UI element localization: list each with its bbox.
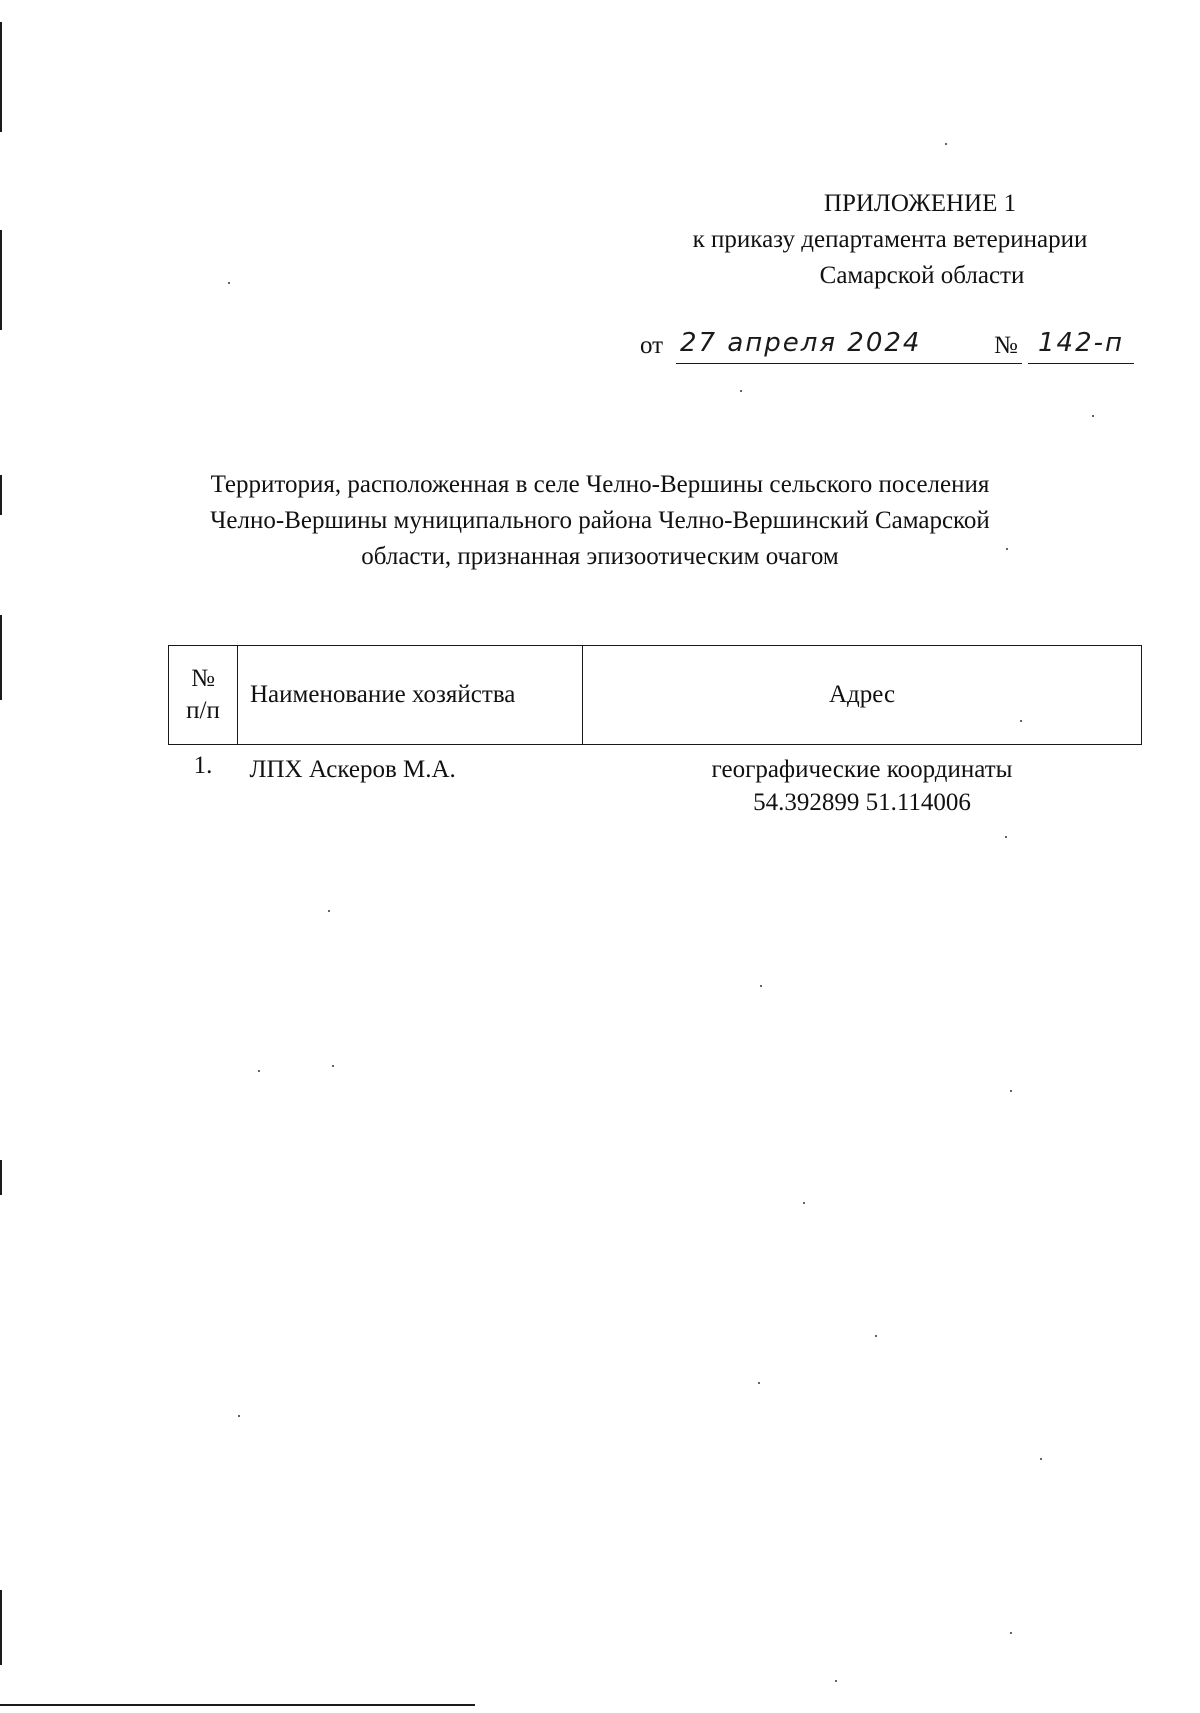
order-number-underline — [1028, 363, 1134, 364]
scan-edge-mark — [0, 475, 2, 515]
row-number: 1. — [193, 752, 213, 779]
title-line-3: области, признанная эпизоотическим очагом — [361, 543, 839, 570]
scan-speck — [332, 1065, 334, 1067]
row-address — [583, 745, 1142, 820]
scan-speck — [945, 143, 947, 145]
scan-edge-mark — [0, 230, 2, 330]
scan-speck — [803, 1202, 805, 1204]
header-number-sign: № — [191, 665, 215, 692]
scan-speck — [740, 390, 742, 392]
document-title — [150, 467, 1050, 575]
scan-edge-mark — [0, 1590, 2, 1665]
table-row — [169, 745, 1142, 820]
scan-speck — [1010, 1632, 1012, 1634]
scan-speck — [328, 910, 330, 912]
scan-speck — [1092, 415, 1094, 417]
scan-speck — [238, 1415, 240, 1417]
appendix-title: ПРИЛОЖЕНИЕ 1 — [823, 190, 1017, 217]
scan-speck — [760, 985, 762, 987]
scan-bottom-line — [0, 1704, 475, 1706]
scan-edge-mark — [0, 22, 2, 132]
row-address-line-2: 54.392899 51.114006 — [753, 789, 971, 816]
scan-edge-mark — [0, 615, 2, 700]
order-reference — [640, 328, 1140, 368]
appendix-header — [640, 186, 1140, 294]
order-date-handwritten: 27 апреля 2024 — [680, 328, 922, 358]
farms-table — [168, 645, 1142, 819]
order-date-underline — [676, 363, 1022, 364]
appendix-region: Самарской области — [819, 262, 1025, 289]
scan-speck — [835, 1680, 837, 1682]
title-line-2: Челно-Вершины муниципального района Челно-Вершинский Самарской — [210, 507, 990, 534]
table-header-row — [169, 646, 1142, 745]
title-line-1: Территория, расположенная в селе Челно-Вершины сельского поселения — [210, 471, 990, 498]
scan-speck — [1010, 1090, 1012, 1092]
scan-edge-mark — [0, 1160, 2, 1195]
scan-speck — [758, 1382, 760, 1384]
scan-speck — [1005, 836, 1007, 838]
header-number-pp: п/п — [186, 697, 220, 724]
header-address: Адрес — [583, 646, 1142, 745]
order-from-label: от — [640, 332, 664, 359]
scan-speck — [228, 282, 230, 284]
scan-speck — [1040, 1458, 1042, 1460]
row-farm-name-text: ЛПХ Аскеров М.А. — [249, 756, 456, 783]
order-number-handwritten: 142-п — [1038, 328, 1125, 358]
row-farm-name — [238, 745, 583, 820]
header-farm-name: Наименование хозяйства — [238, 646, 583, 745]
scan-speck — [875, 1335, 877, 1337]
appendix-subtitle: к приказу департамента ветеринарии — [692, 226, 1088, 253]
header-number — [169, 646, 238, 745]
row-address-line-1: географические координаты — [711, 756, 1013, 783]
scan-speck — [258, 1070, 260, 1072]
order-number-label: № — [994, 332, 1018, 359]
